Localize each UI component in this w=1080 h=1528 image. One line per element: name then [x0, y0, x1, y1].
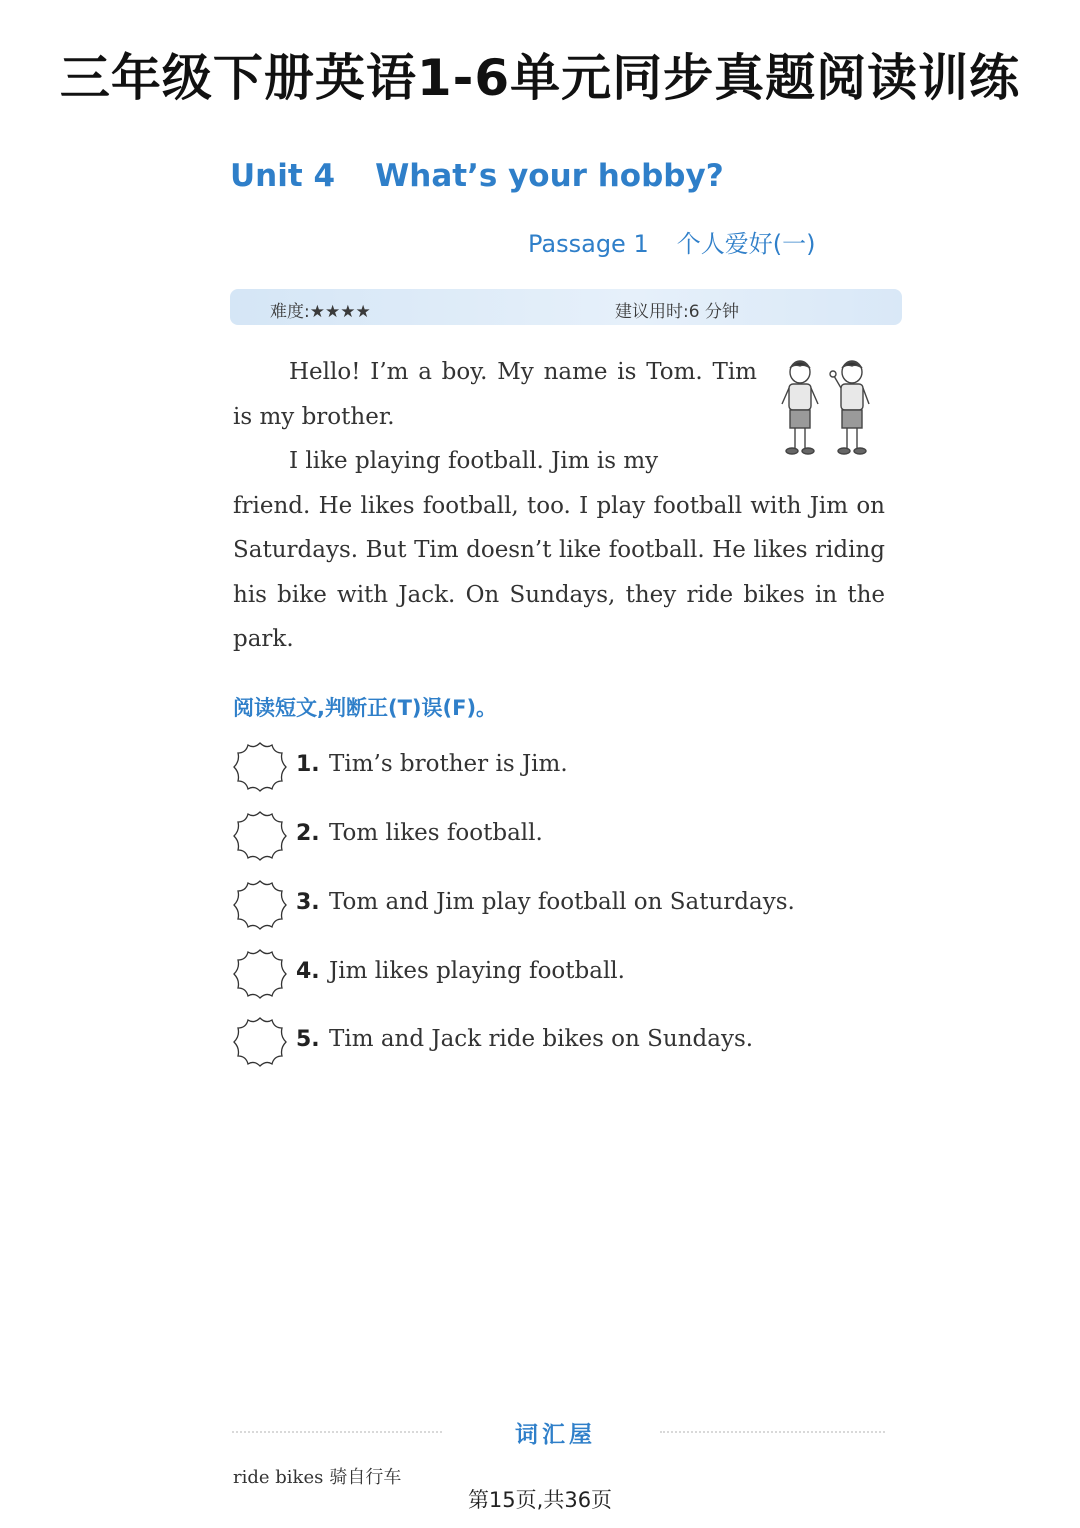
answer-flower-box[interactable] — [232, 879, 288, 931]
difficulty-rating: 难度:★★★★ — [270, 302, 371, 322]
vocab-heading: 词汇屋 — [515, 1422, 596, 1448]
question-number: 2. — [296, 821, 320, 846]
question-item — [232, 1016, 872, 1068]
answer-flower-box[interactable] — [232, 741, 288, 793]
question-text: Tim and Jack ride bikes on Sundays. — [329, 1026, 754, 1052]
page-number: 第15页,共36页 — [467, 1488, 613, 1512]
passage-label: Passage 1 — [528, 230, 649, 258]
suggested-time: 建议用时:6 分钟 — [615, 302, 739, 322]
passage-heading — [528, 224, 815, 259]
passage-topic: 个人爱好(一) — [676, 230, 816, 258]
question-number: 4. — [296, 959, 320, 984]
vocab-meaning: 骑自行车 — [329, 1467, 402, 1488]
question-item — [232, 741, 872, 793]
info-bar — [230, 289, 902, 325]
passage-paragraph-1: Hello! I’m a boy. My name is Tom. Tim is my brother. — [233, 359, 757, 430]
question-number: 3. — [296, 890, 320, 915]
question-item — [232, 948, 872, 1000]
unit-name: What’s your hobby? — [375, 158, 724, 194]
unit-number: Unit 4 — [230, 158, 336, 194]
vocab-divider-right — [660, 1431, 885, 1433]
passage-paragraph-3: friend. He likes football, too. I play football with Jim on Saturdays. But Tim doesn’t like football. He likes riding his bike with Jack. On Sundays, they ride bikes in the park. — [233, 492, 885, 652]
answer-flower-box[interactable] — [232, 948, 288, 1000]
instruction: 阅读短文,判断正(T)误(F)。 — [233, 696, 498, 720]
question-text: Jim likes playing football. — [329, 958, 625, 984]
answer-flower-box[interactable] — [232, 810, 288, 862]
question-text: Tom likes football. — [329, 820, 543, 846]
question-number: 1. — [296, 752, 320, 777]
question-item — [232, 879, 872, 931]
unit-heading — [230, 158, 724, 194]
two-boys-illustration — [776, 358, 876, 462]
vocab-divider-left — [232, 1431, 442, 1433]
answer-flower-box[interactable] — [232, 1016, 288, 1068]
vocab-term: ride bikes — [233, 1467, 324, 1488]
banner-title: 三年级下册英语1-6单元同步真题阅读训练 — [59, 49, 1021, 107]
question-text: Tim’s brother is Jim. — [329, 751, 568, 777]
question-text: Tom and Jim play football on Saturdays. — [329, 889, 795, 915]
question-number: 5. — [296, 1027, 320, 1052]
question-item — [232, 810, 872, 862]
passage-paragraph-2: I like playing football. Jim is my — [289, 448, 659, 474]
